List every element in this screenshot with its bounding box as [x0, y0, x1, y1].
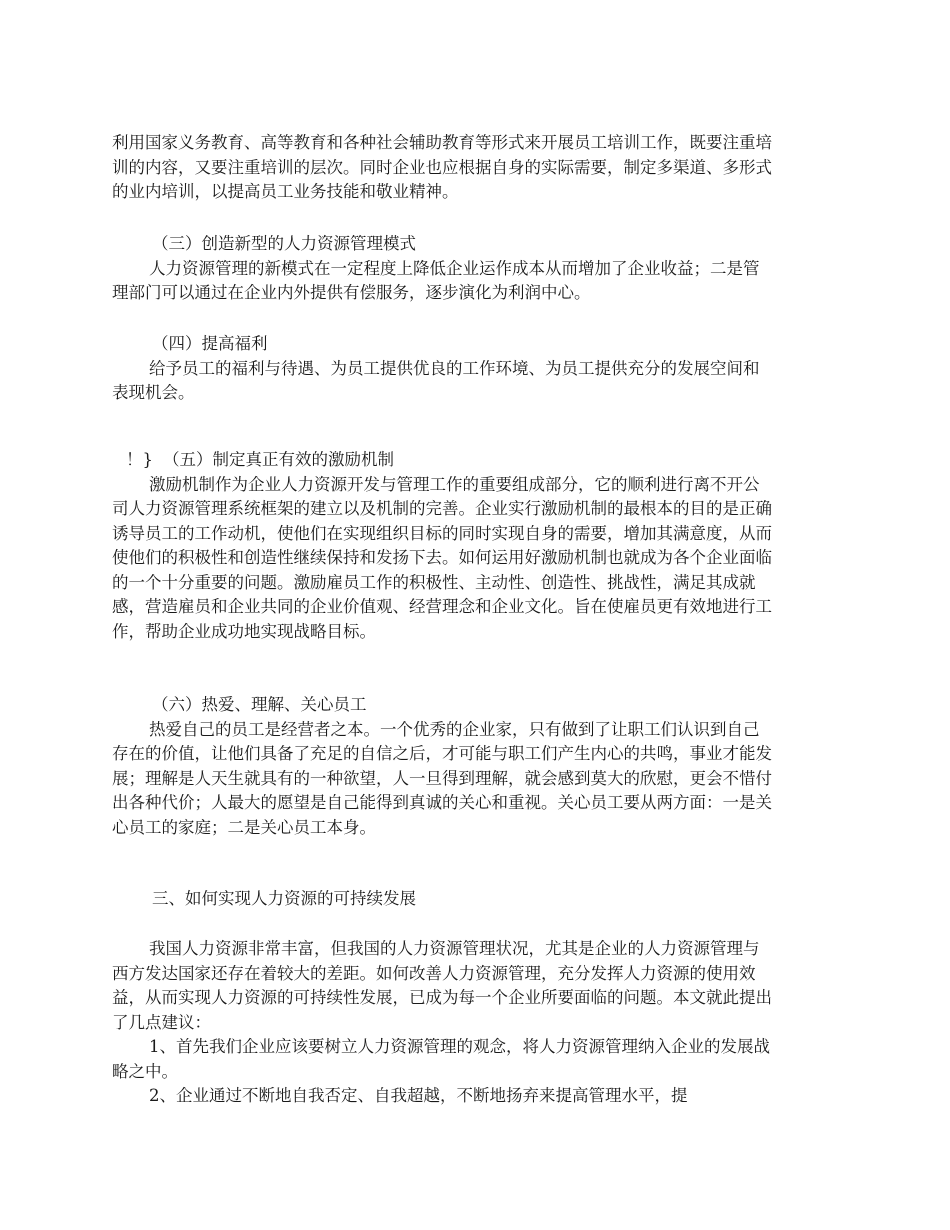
- section-3: [112, 232, 772, 306]
- stray-mark: ！}: [126, 450, 153, 469]
- part-3-intro: 我国人力资源非常丰富，但我国的人力资源管理状况，尤其是企业的人力资源管理与西方发达国家还存在着较大的差距。如何改善人力资源管理，充分发挥人力资源的使用效益，从而实现人力资源的可持续性发展，已成为每一个企业所要面临的问题。本文就此提出了几点建议：: [112, 939, 772, 1032]
- part-3-heading: 三、如何实现人力资源的可持续发展: [152, 889, 416, 908]
- suggestion-2: 2、企业通过不断地自我否定、自我超越，不断地扬弃来提高管理水平，提: [149, 1086, 688, 1105]
- part-3-content: [112, 937, 772, 1109]
- section-4-heading: （四）提高福利: [152, 334, 268, 353]
- section-6-heading: （六）热爱、理解、关心员工: [152, 695, 367, 714]
- training-paragraph: 利用国家义务教育、高等教育和各种社会辅助教育等形式来开展员工培训工作，既要注重培训的内容，又要注重培训的层次。同时企业也应根据自身的实际需要，制定多渠道、多形式的业内培训，以提高员工业务技能和敬业精神。: [112, 133, 772, 201]
- suggestion-1: 1、首先我们企业应该要树立人力资源管理的观念，将人力资源管理纳入企业的发展战略之中。: [112, 1037, 770, 1081]
- section-3-body: 人力资源管理的新模式在一定程度上降低企业运作成本从而增加了企业收益；二是管理部门可以通过在企业内外提供有偿服务，逐步演化为利润中心。: [112, 258, 760, 302]
- section-6: [112, 693, 772, 840]
- section-6-body: 热爱自己的员工是经营者之本。一个优秀的企业家，只有做到了让职工们认识到自己存在的价值，让他们具备了充足的自信之后，才可能与职工们产生内心的共鸣，事业才能发展；理解是人天生就具有的一种欲望，人一旦得到理解，就会感到莫大的欣慰，更会不惜付出各种代价；人最大的愿望是自己能得到真诚的关心和重视。关心员工要从两方面：一是关心员工的家庭；二是关心员工本身。: [112, 719, 772, 837]
- section-5-heading: （五）制定真正有效的激励机制: [163, 450, 394, 469]
- section-3-heading: （三）创造新型的人力资源管理模式: [152, 234, 416, 253]
- section-4: [112, 332, 772, 406]
- section-5-heading-line: [112, 448, 772, 473]
- training-paragraph-block: [112, 131, 772, 205]
- section-5: [112, 448, 772, 644]
- part-3: [112, 887, 772, 912]
- section-4-body: 给予员工的福利与待遇、为员工提供优良的工作环境、为员工提供充分的发展空间和表现机会。: [112, 358, 760, 402]
- section-5-body: 激励机制作为企业人力资源开发与管理工作的重要组成部分，它的顺利进行离不开公司人力资源管理系统框架的建立以及机制的完善。企业实行激励机制的最根本的目的是正确诱导员工的工作动机，使他们在实现组织目标的同时实现自身的需要，增加其满意度，从而使他们的积极性和创造性继续保持和发扬下去。如何运用好激励机制也就成为各个企业面临的一个十分重要的问题。激励雇员工作的积极性、主动性、创造性、挑战性，满足其成就感，营造雇员和企业共同的企业价值观、经营理念和企业文化。旨在使雇员更有效地进行工作，帮助企业成功地实现战略目标。: [112, 474, 772, 641]
